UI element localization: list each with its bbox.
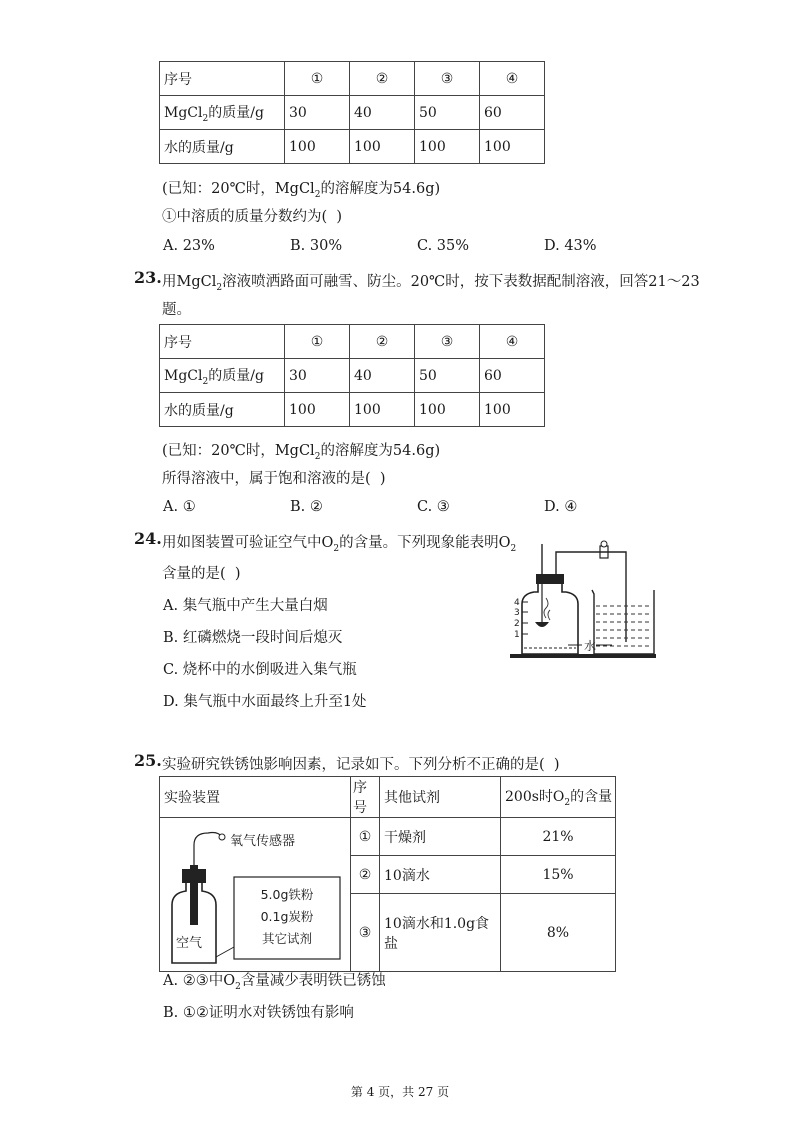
svg-text:3: 3 (514, 608, 520, 618)
beaker-water (596, 606, 652, 646)
table-cell: 60 (480, 96, 545, 130)
o2-cell: 15% (501, 856, 616, 894)
table-cell: 40 (350, 359, 415, 393)
q22-stem: ①中溶质的质量分数约为( ) (162, 209, 343, 225)
table-cell: 100 (415, 130, 480, 164)
row-label-mgcl2-mass: MgCl$_2$的质量/g (160, 96, 285, 130)
q24-apparatus-figure (508, 538, 658, 666)
svg-text:4: 4 (514, 598, 520, 608)
bottle-stopper (536, 574, 564, 584)
table-cell: 100 (480, 393, 545, 427)
table-cell: 100 (480, 130, 545, 164)
rusting-experiment-table (159, 776, 616, 972)
table-header-cell: 序号 (160, 325, 285, 359)
table-header-cell: ① (285, 62, 350, 96)
device-figure-cell (160, 818, 351, 972)
table-header-cell: ③ (415, 325, 480, 359)
q22-option-c: C. 35% (417, 238, 470, 254)
reagent-cell: 干燥剂 (380, 818, 501, 856)
table-header-cell: 序号 (160, 62, 285, 96)
seq-cell: ③ (351, 894, 380, 972)
header-o2-content: 200s时$O_2$的含量 (501, 777, 616, 818)
q24-option-a: A. 集气瓶中产生大量白烟 (163, 598, 328, 614)
q22-option-b: B. 30% (290, 238, 343, 254)
q25-stem: 实验研究铁锈蚀影响因素，记录如下。下列分析不正确的是( ) (162, 757, 560, 773)
q24-number: 24. (134, 529, 162, 548)
q24-option-d: D. 集气瓶中水面最终上升至1处 (163, 694, 367, 710)
connecting-tube (556, 552, 626, 642)
contents-line: 5.0g铁粉 (260, 886, 314, 902)
mgcl2-table-1 (159, 61, 545, 164)
table-cell: 100 (415, 393, 480, 427)
header-seq: 序号 (351, 777, 380, 818)
scale-marks (514, 598, 528, 640)
row-label-water-mass: 水的质量/g (160, 130, 285, 164)
table-header-cell: ③ (415, 62, 480, 96)
reagent-cell: 10滴水 (380, 856, 501, 894)
svg-text:1: 1 (514, 630, 520, 640)
row-label-water-mass: 水的质量/g (160, 393, 285, 427)
svg-text:2: 2 (514, 619, 520, 629)
oxygen-sensor-label: 氧气传感器 (230, 833, 296, 849)
table-cell: 100 (350, 393, 415, 427)
q23-option-c: C. ③ (417, 499, 450, 515)
o2-cell: 21% (501, 818, 616, 856)
oxygen-sensor-apparatus (160, 819, 346, 967)
q23-line1: 用MgCl$_2$溶液喷洒路面可融雪、防尘。20℃时，按下表数据配制溶液，回答21～23 (162, 274, 700, 293)
table-header-cell: ④ (480, 325, 545, 359)
contents-line: 其它试剂 (261, 930, 313, 946)
water-label: 水 (584, 639, 597, 653)
row-label-mgcl2-mass: MgCl$_2$的质量/g (160, 359, 285, 393)
beaker (592, 590, 654, 654)
q22-option-d: D. 43% (544, 238, 597, 254)
q24-line2: 含量的是( ) (162, 566, 241, 582)
table-cell: 60 (480, 359, 545, 393)
table-cell: 30 (285, 96, 350, 130)
table-cell: 50 (415, 359, 480, 393)
q23-stem: 所得溶液中，属于饱和溶液的是( ) (162, 471, 386, 487)
q23-option-b: B. ② (290, 499, 323, 515)
header-reagent: 其他试剂 (380, 777, 501, 818)
page-footer: 第 4 页，共 27 页 (350, 1085, 450, 1099)
flask-stopper (182, 869, 206, 883)
combustion-spoon (535, 622, 549, 627)
q25-option-a: A. ②③中$O_2$含量减少表明铁已锈蚀 (163, 973, 386, 992)
header-device: 实验装置 (160, 777, 351, 818)
reagent-cell: 10滴水和1.0g食盐 (380, 894, 501, 972)
contents-line: 0.1g炭粉 (260, 908, 314, 924)
q24-option-c: C. 烧杯中的水倒吸进入集气瓶 (163, 662, 357, 678)
q24-line1: 用如图装置可验证空气中$O_2$的含量。下列现象能表明$O_2$ (162, 535, 517, 554)
mgcl2-table-2 (159, 324, 545, 427)
q24-option-b: B. 红磷燃烧一段时间后熄灭 (163, 630, 343, 646)
q23-option-d: D. ④ (544, 499, 578, 515)
o2-cell: 8% (501, 894, 616, 972)
table-header-cell: ① (285, 325, 350, 359)
gas-bottle (522, 582, 578, 654)
table-cell: 40 (350, 96, 415, 130)
q25-option-b: B. ①②证明水对铁锈蚀有影响 (163, 1005, 354, 1021)
table-cell: 100 (350, 130, 415, 164)
table-cell: 50 (415, 96, 480, 130)
q23-number: 23. (134, 268, 162, 287)
table-header-cell: ② (350, 62, 415, 96)
air-label: 空气 (176, 935, 203, 951)
q23-line2: 题。 (162, 302, 191, 318)
seq-cell: ② (351, 856, 380, 894)
solubility-note-1: (已知：20℃时，MgCl$_2$的溶解度为54.6g) (162, 181, 441, 200)
solubility-note-2: (已知：20℃时，MgCl$_2$的溶解度为54.6g) (162, 443, 441, 462)
q25-number: 25. (134, 751, 162, 770)
q23-option-a: A. ① (163, 499, 196, 515)
table-cell: 30 (285, 359, 350, 393)
table-cell: 100 (285, 130, 350, 164)
table-header-cell: ② (350, 325, 415, 359)
table-cell: 100 (285, 393, 350, 427)
table-header-cell: ④ (480, 62, 545, 96)
seq-cell: ① (351, 818, 380, 856)
q22-option-a: A. 23% (163, 238, 215, 254)
